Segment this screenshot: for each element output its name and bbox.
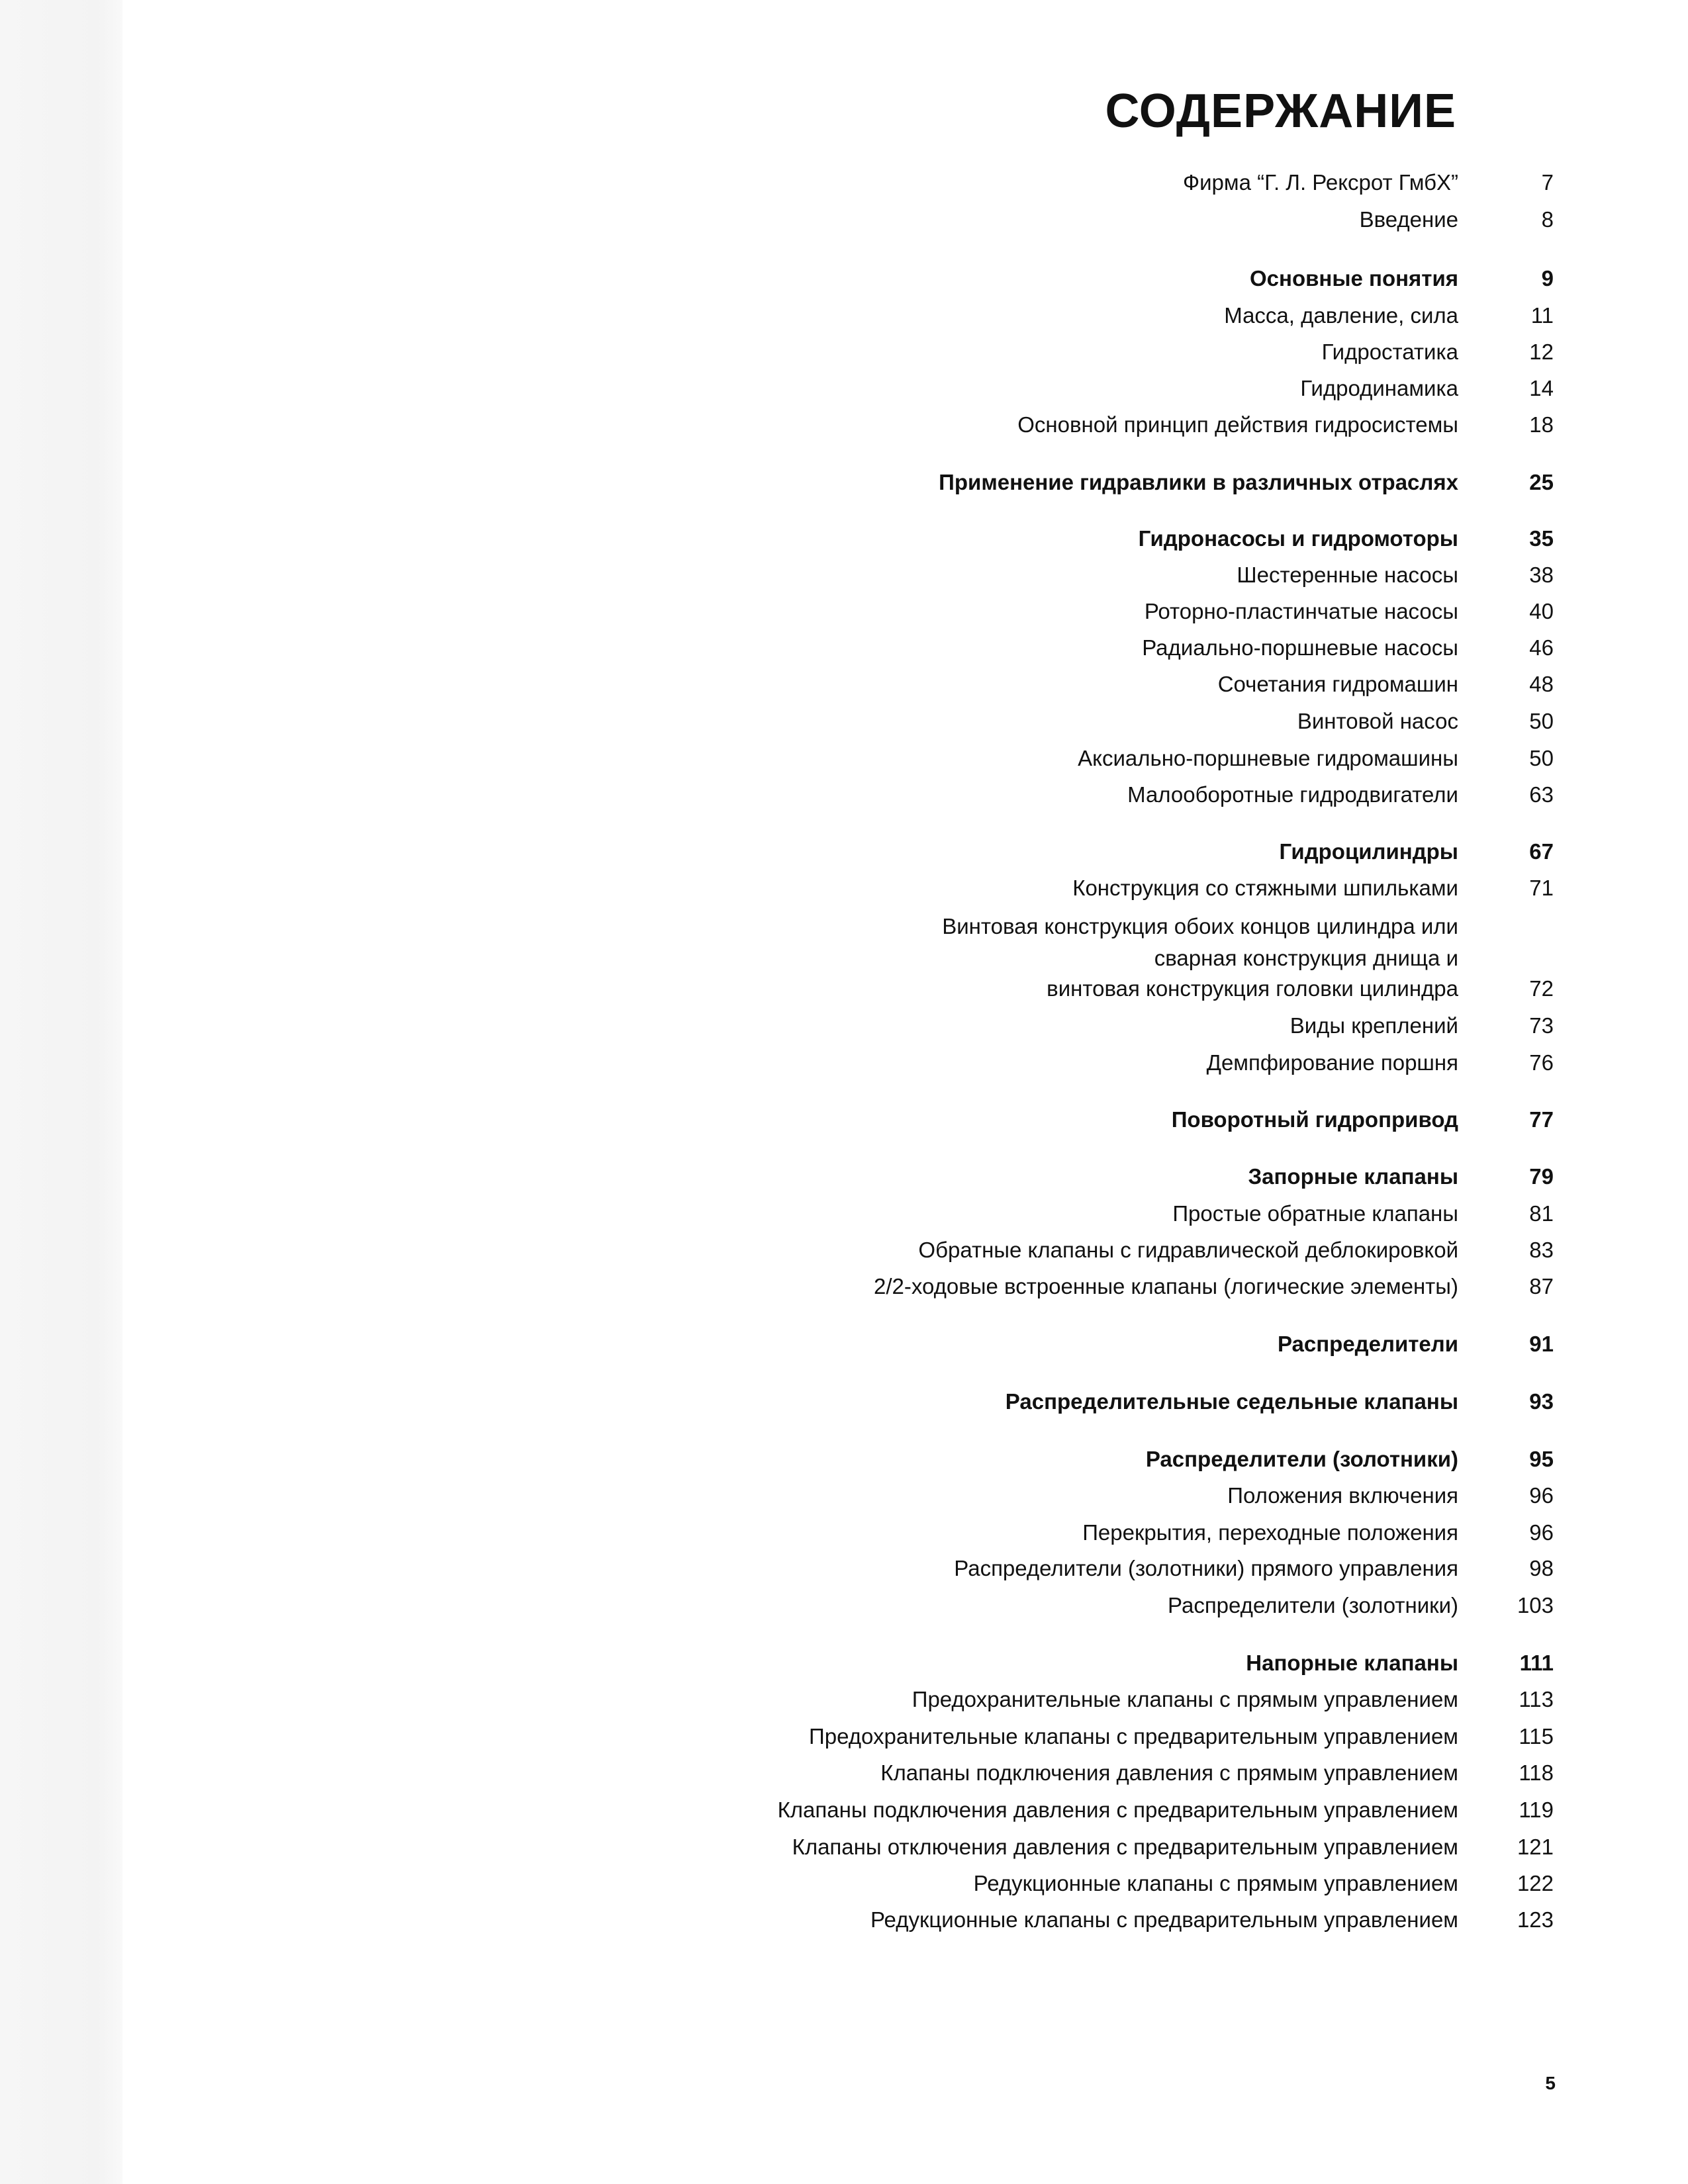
toc-entry-title: Виды креплений [1289,1013,1458,1038]
toc-entry[interactable] [0,1268,1688,1305]
toc-section-title: Запорные клапаны [1248,1164,1458,1189]
toc-entry-title: винтовая конструкция головки цилиндра [1047,976,1458,1001]
toc-entry-title: Малооборотные гидродвигатели [1127,782,1458,807]
toc-entry-page: 40 [1529,599,1554,623]
toc-section-title: Основные понятия [1249,266,1458,291]
toc-entry-title: Винтовой насос [1297,709,1458,733]
page-title: СОДЕРЖАНИЕ [1105,85,1456,138]
toc-entry-title: Перекрытия, переходные положения [1082,1520,1458,1545]
toc-entry-page: 98 [1529,1556,1554,1580]
toc-entry-title: Гидродинамика [1300,376,1458,400]
toc-entry-page: 50 [1529,746,1554,770]
toc-entry-title: Роторно-пластинчатые насосы [1144,599,1458,623]
toc-entry-page: 71 [1529,876,1554,900]
toc-entry-page: 122 [1517,1871,1554,1895]
toc-entry-title: Распределители (золотники) прямого управления [954,1556,1458,1580]
toc-entry[interactable] [0,1195,1688,1232]
toc-entry[interactable] [0,1792,1688,1829]
toc-section-title: Распределительные седельные клапаны [1005,1389,1458,1414]
toc-section-title: Распределители (золотники) [1145,1447,1458,1471]
toc-entry[interactable] [0,1754,1688,1792]
toc-entry[interactable] [0,370,1688,407]
toc-section[interactable] [0,1645,1688,1682]
toc-entry-title: Обратные клапаны с гидравлической деблокировкой [918,1238,1458,1262]
toc-entry[interactable] [0,776,1688,813]
toc-entry-page: 50 [1529,709,1554,733]
toc-entry[interactable] [0,740,1688,777]
toc-section[interactable] [0,833,1688,870]
toc-entry-page: 72 [1529,976,1554,1001]
toc-entry-page: 8 [1541,207,1554,232]
toc-section-page: 67 [1529,839,1554,864]
toc-section[interactable] [0,464,1688,501]
toc-entry-page: 12 [1529,340,1554,364]
toc-entry[interactable] [0,666,1688,703]
toc-entry-title: Предохранительные клапаны с предварительным управлением [809,1724,1458,1749]
toc-section-page: 79 [1529,1164,1554,1189]
toc-entry-page: 87 [1529,1274,1554,1298]
toc-entry-page: 46 [1529,635,1554,660]
toc-entry-title: Масса, давление, сила [1224,303,1458,328]
toc-entry-title: сварная конструкция днища и [1154,946,1458,970]
toc-section-title: Гидронасосы и гидромоторы [1138,526,1458,551]
toc-entry-page: 119 [1519,1797,1554,1822]
toc-entry[interactable] [0,1044,1688,1081]
toc-entry-title: Редукционные клапаны с прямым управлением [973,1871,1458,1895]
toc-entry[interactable] [0,201,1688,238]
toc-entry-page: 113 [1519,1687,1554,1711]
toc-entry[interactable] [0,629,1688,666]
toc-entry[interactable] [0,1232,1688,1269]
toc-entry-title: Винтовая конструкция обоих концов цилиндра или [942,914,1458,938]
toc-section-title: Применение гидравлики в различных отраслях [939,470,1458,494]
toc-entry[interactable] [0,870,1688,907]
toc-section-page: 91 [1529,1332,1554,1356]
toc-entry-title: Распределители (золотники) [1168,1593,1458,1617]
toc-entry[interactable] [0,1587,1688,1624]
toc-section-title: Распределители [1277,1332,1458,1356]
toc-entry-title: Радиально-поршневые насосы [1142,635,1458,660]
toc-entry-page: 63 [1529,782,1554,807]
toc-entry-page: 118 [1519,1760,1554,1785]
toc-entry[interactable] [0,703,1688,740]
toc-entry-page: 73 [1529,1013,1554,1038]
toc-entry-title: Редукционные клапаны с предварительным управлением [870,1907,1458,1932]
toc-section[interactable] [0,260,1688,297]
toc-entry[interactable] [0,1514,1688,1551]
toc-section-title: Напорные клапаны [1246,1651,1458,1675]
toc-entry[interactable] [0,164,1688,201]
toc-entry-page: 48 [1529,672,1554,696]
toc-entry[interactable] [0,297,1688,334]
toc-section-page: 9 [1541,266,1554,291]
toc-entry[interactable] [0,1829,1688,1866]
toc-entry[interactable] [0,1550,1688,1587]
toc-section-title: Поворотный гидропривод [1171,1107,1458,1132]
toc-entry[interactable] [0,406,1688,443]
toc-entry-page: 123 [1517,1907,1554,1932]
toc-section-title: Гидроцилиндры [1279,839,1458,864]
toc-entry-page: 38 [1529,563,1554,587]
toc-section-page: 93 [1529,1389,1554,1414]
toc-entry-page: 18 [1529,412,1554,437]
toc-entry-title: Клапаны подключения давления с предварительным управлением [777,1797,1458,1822]
toc-entry[interactable] [0,1901,1688,1938]
toc-entry[interactable] [0,334,1688,371]
toc-entry[interactable] [0,970,1688,1007]
toc-entry-title: Фирма “Г. Л. Рексрот ГмбХ” [1183,170,1458,195]
toc-entry[interactable] [0,1865,1688,1902]
toc-section[interactable] [0,1326,1688,1363]
toc-entry-title: Простые обратные клапаны [1172,1201,1458,1226]
toc-section[interactable] [0,1158,1688,1195]
toc-entry-page: 7 [1541,170,1554,195]
toc-entry-title: Положения включения [1227,1483,1458,1508]
toc-entry-title: Основной принцип действия гидросистемы [1017,412,1458,437]
toc-entry-title: Введение [1359,207,1458,232]
toc-entry-page: 115 [1519,1724,1554,1749]
toc-entry-page: 96 [1529,1483,1554,1508]
toc-section-page: 25 [1529,470,1554,494]
toc-entry-title: Предохранительные клапаны с прямым управлением [912,1687,1458,1711]
toc-entry[interactable] [0,593,1688,630]
toc-section[interactable] [0,520,1688,557]
toc-entry-page: 96 [1529,1520,1554,1545]
toc-entry[interactable] [0,1718,1688,1755]
page-number: 5 [1545,2073,1556,2093]
toc-entry-page: 14 [1529,376,1554,400]
toc-entry-page: 121 [1517,1835,1554,1859]
toc-entry-page: 83 [1529,1238,1554,1262]
toc-section-page: 77 [1529,1107,1554,1132]
toc-entry-title: Аксиально-поршневые гидромашины [1078,746,1458,770]
toc-entry-title: Клапаны подключения давления с прямым управлением [880,1760,1458,1785]
toc-entry-title: Сочетания гидромашин [1217,672,1458,696]
toc-entry[interactable] [0,557,1688,594]
toc-section[interactable] [0,1101,1688,1138]
toc-section[interactable] [0,1441,1688,1478]
toc-entry-page: 76 [1529,1050,1554,1075]
toc-entry-title: Демпфирование поршня [1206,1050,1458,1075]
toc-entry-title: 2/2-ходовые встроенные клапаны (логические элементы) [874,1274,1458,1298]
toc-entry-page: 81 [1529,1201,1554,1226]
toc-entry-page: 103 [1517,1593,1554,1617]
toc-entry[interactable] [0,1007,1688,1044]
toc-entry-title: Гидростатика [1321,340,1458,364]
toc-section-page: 95 [1529,1447,1554,1471]
toc-section-page: 35 [1529,526,1554,551]
toc-entry-title: Клапаны отключения давления с предварительным управлением [792,1835,1458,1859]
toc-entry-page: 11 [1530,303,1554,328]
toc-section[interactable] [0,1383,1688,1420]
toc-entry[interactable] [0,1681,1688,1718]
toc-entry-title: Конструкция со стяжными шпильками [1072,876,1458,900]
toc-section-page: 111 [1519,1651,1554,1675]
toc-entry[interactable] [0,1477,1688,1514]
toc-entry-title: Шестеренные насосы [1237,563,1458,587]
